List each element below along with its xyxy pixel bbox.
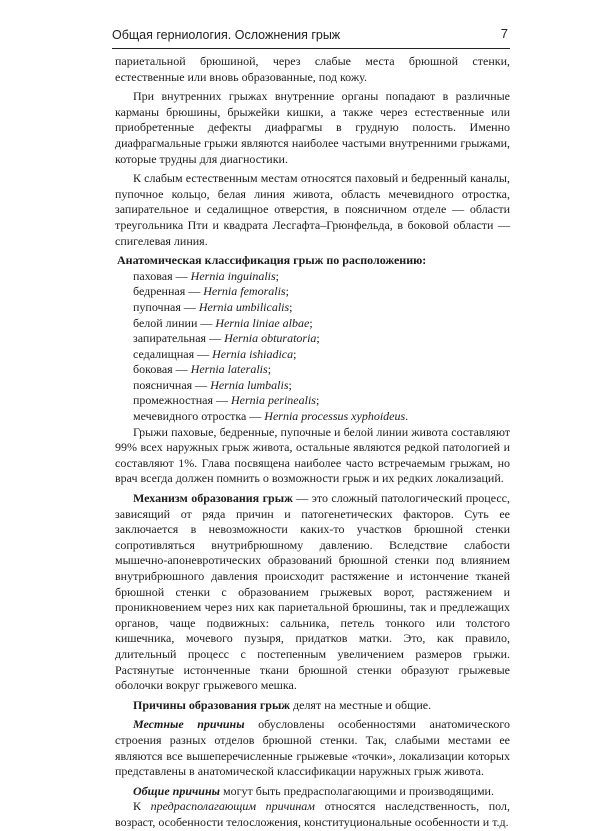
list-item: паховая — Hernia inguinalis; [133,268,280,283]
predisposing-term: предрасполагающим причинам [150,799,315,814]
local-causes-heading: Местные причины [133,717,245,732]
paragraph-internal-hernias: При внутренних грыжах внутренние органы попадают в различные карманы брюшины, брыжейки кишки, а также через естественные или приобретенные дефекты диафрагмы в грудную полость. Именно диафрагмальные грыжи являются наиболее частыми внутренними грыжами, которые трудны для диагностики. [115,89,510,166]
list-item: боковая — Hernia lateralis; [133,362,272,377]
causes-heading: Причины образования грыж [133,697,291,712]
page-number: 7 [500,26,508,41]
paragraph-causes: Причины образования грыж делят на местные и общие. [133,697,432,712]
classification-title: Анатомическая классификация грыж по расположению: [117,253,427,268]
body-text [115,54,510,831]
paragraph-predisposing: К предрасполагающим причинам относятся наследственность, пол, возраст, особенности телосложения, конституциональные особенности и т.д. [115,799,510,829]
list-item: промежностная — Hernia perinealis; [133,393,320,408]
paragraph-general-causes: Общие причины могут быть предрасполагающими и производящими. [133,783,494,798]
paragraph-statistics: Грыжи паховые, бедренные, пупочные и белой линии живота составляют 99% всех наружных грыж живота, остальные являются редкой патологией и составляют 1%. Глава посвящена наиболее часто встречаемым грыжам, но врач всегда должен помнить о возможности грыж и их редких локализаций. [115,424,510,486]
list-item: поясничная — Hernia lumbalis; [133,377,292,392]
list-item: бедренная — Hernia femoralis; [133,284,289,299]
list-item: седалищная — Hernia ishiadica; [133,346,297,361]
list-item: мечевидного отростка — Hernia processus xyphoideus. [133,409,409,424]
list-item: белой линии — Hernia liniae albae; [133,315,313,330]
list-item: запирательная — Hernia obturatoria; [133,331,320,346]
paragraph-local-causes: Местные причины обусловлены особенностями анатомического строения разных отделов брюшной стенки. Так, слабыми местами ее являются все вышеперечисленные грыжевые «точки», локализации которых представлены в анатомической классификации наружных грыж живота. [115,717,510,779]
paragraph-weak-places: К слабым естественным местам относятся паховый и бедренный каналы, пупочное кольцо, белая линия живота, область мечевидного отростка, запирательное и седалищное отверстия, в поясничном отделе — области треугольника Пти и квадрата Лесгафта–Грюнфельда, в боковой области — спигелевая линия. [115,171,510,248]
running-header [112,26,510,49]
mechanism-heading: Механизм образования грыж [133,491,293,506]
header-title: Общая герниология. Осложнения грыж [112,28,341,42]
list-item: пупочная — Hernia umbilicalis; [133,299,293,314]
paragraph-external-hernia-end: париетальной брюшиной, через слабые места брюшной стенки, естественные или вновь образованные, под кожу. [115,54,510,84]
paragraph-mechanism: Механизм образования грыж — это сложный патологический процесс, зависящий от ряда причин и патогенетических факторов. Суть ее заключается в невозможности каких-то участков брюшной стенки сопротивляться внутрибрюшному давлению. Вследствие слабости мышечно-апоневротических образований брюшной стенки под влиянием внутрибрюшного давления происходит растяжение и истончение тканей брюшной стенки с образованием грыжевых ворот, растяжением и проникновением через них как париетальной брюшины, так и предлежащих органов, чаще подвижных: сальника, петель тонкого или толстого кишечника, мочевого пузыря, придатков матки. Это, как правило, длительный процесс с постепенным увеличением размеров грыжи. Растянутые истонченные ткани брюшной стенки образуют грыжевые оболочки вокруг грыжевого мешка. [115,491,511,693]
general-causes-heading: Общие причины [133,783,220,798]
classification-list [115,269,510,425]
